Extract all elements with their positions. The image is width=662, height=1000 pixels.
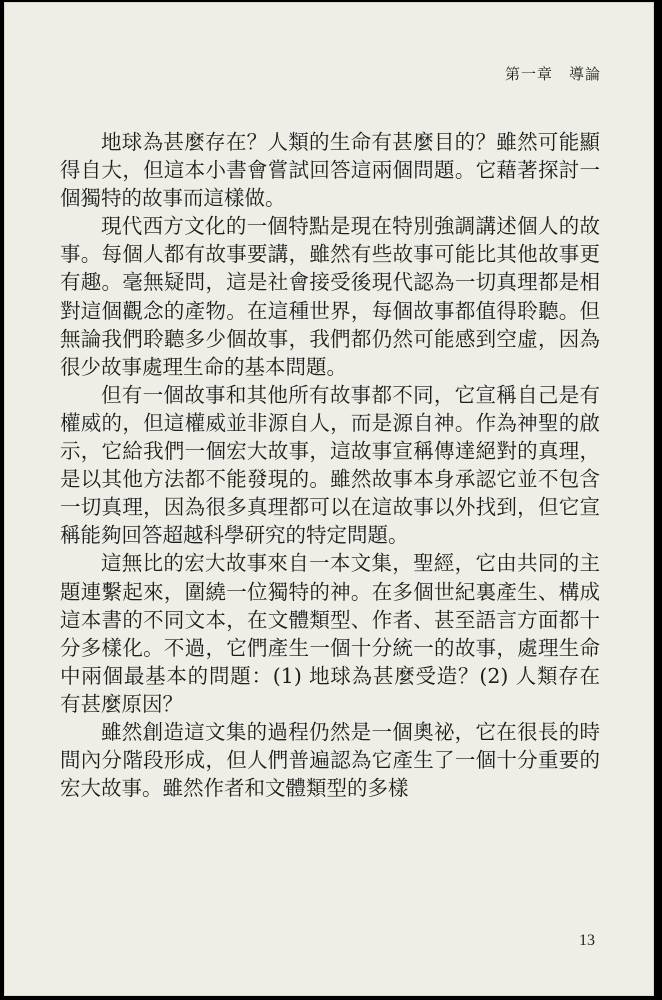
book-page [4, 2, 654, 996]
chapter-header: 第一章 導論 [504, 65, 601, 83]
paragraph: 現代西方文化的一個特點是現在特別強調講述個人的故事。每個人都有故事要講，雖然有些故事可能比其他故事更有趣。毫無疑問，這是社會接受後現代認為一切真理都是相對這個觀念的產物。在這種世界，每個故事都值得聆聽。但無論我們聆聽多少個故事，我們都仍然可能感到空虛，因為很少故事處理生命的基本問題。 [60, 214, 600, 379]
body-text [60, 128, 600, 802]
paragraph: 這無比的宏大故事來自一本文集，聖經，它由共同的主題連繫起來，圍繞一位獨特的神。在多個世紀裏產生、構成這本書的不同文本，在文體類型、作者、甚至語言方面都十分多樣化。不過，它們產生一個十分統一的故事，處理生命中兩個最基本的問題：(1) 地球為甚麼受造？(2) 人類存在有甚麼原因？ [60, 551, 600, 716]
paragraph: 雖然創造這文集的過程仍然是一個奧祕，它在很長的時間內分階段形成，但人們普遍認為它產生了一個十分重要的宏大故事。雖然作者和文體類型的多樣 [60, 719, 600, 801]
page-number: 13 [579, 932, 595, 949]
paragraph: 但有一個故事和其他所有故事都不同，它宣稱自己是有權威的，但這權威並非源自人，而是源自神。作為神聖的啟示，它給我們一個宏大故事，這故事宣稱傳達絕對的真理，是以其他方法都不能發現的。雖然故事本身承認它並不包含一切真理，因為很多真理都可以在這故事以外找到，但它宣稱能夠回答超越科學研究的特定問題。 [60, 382, 600, 548]
paragraph: 地球為甚麼存在？人類的生命有甚麼目的？雖然可能顯得自大，但這本小書會嘗試回答這兩個問題。它藉著探討一個獨特的故事而這樣做。 [60, 130, 600, 211]
